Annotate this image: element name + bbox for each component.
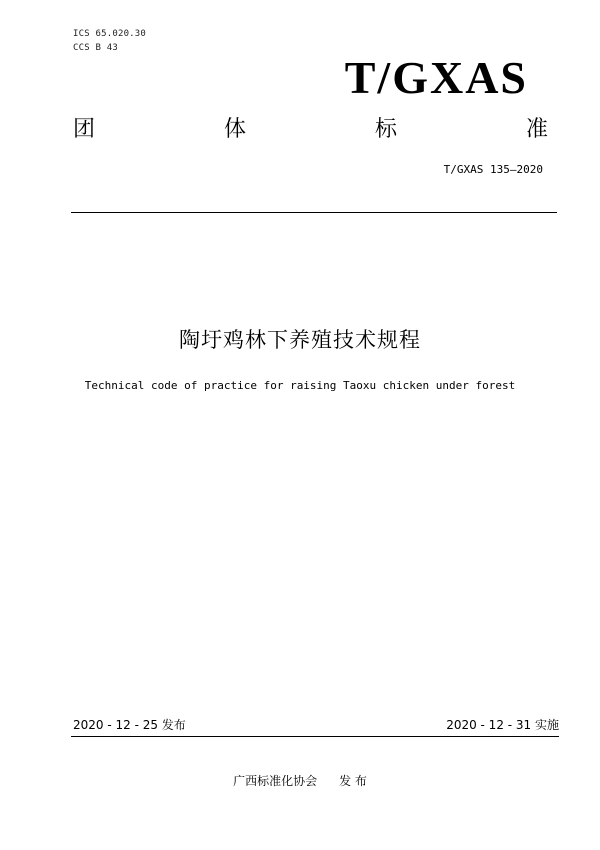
organization-code: T/GXAS — [344, 52, 528, 103]
issue-date: 2020 - 12 - 25 发布 — [73, 718, 186, 732]
standard-type-char: 准 — [525, 117, 548, 142]
publisher-action: 发 布 — [339, 774, 367, 788]
standard-type-char: 团 — [73, 117, 96, 142]
publisher-line — [0, 772, 600, 790]
ics-code: ICS 65.020.30 — [73, 29, 147, 39]
implementation-date: 2020 - 12 - 31 实施 — [446, 718, 559, 732]
classification-codes — [73, 27, 146, 55]
publisher-name: 广西标准化协会 — [233, 774, 318, 788]
standard-type-char: 标 — [374, 117, 397, 142]
footer-divider — [71, 736, 559, 737]
header-divider — [71, 212, 557, 213]
title-chinese: 陶圩鸡林下养殖技术规程 — [179, 328, 421, 352]
title-english: Technical code of practice for raising Taoxu chicken under forest — [84, 379, 516, 392]
standard-type-heading — [73, 116, 548, 144]
standard-type-char: 体 — [223, 117, 246, 142]
standard-number: T/GXAS 135—2020 — [443, 163, 543, 176]
ccs-code: CCS B 43 — [73, 43, 118, 53]
